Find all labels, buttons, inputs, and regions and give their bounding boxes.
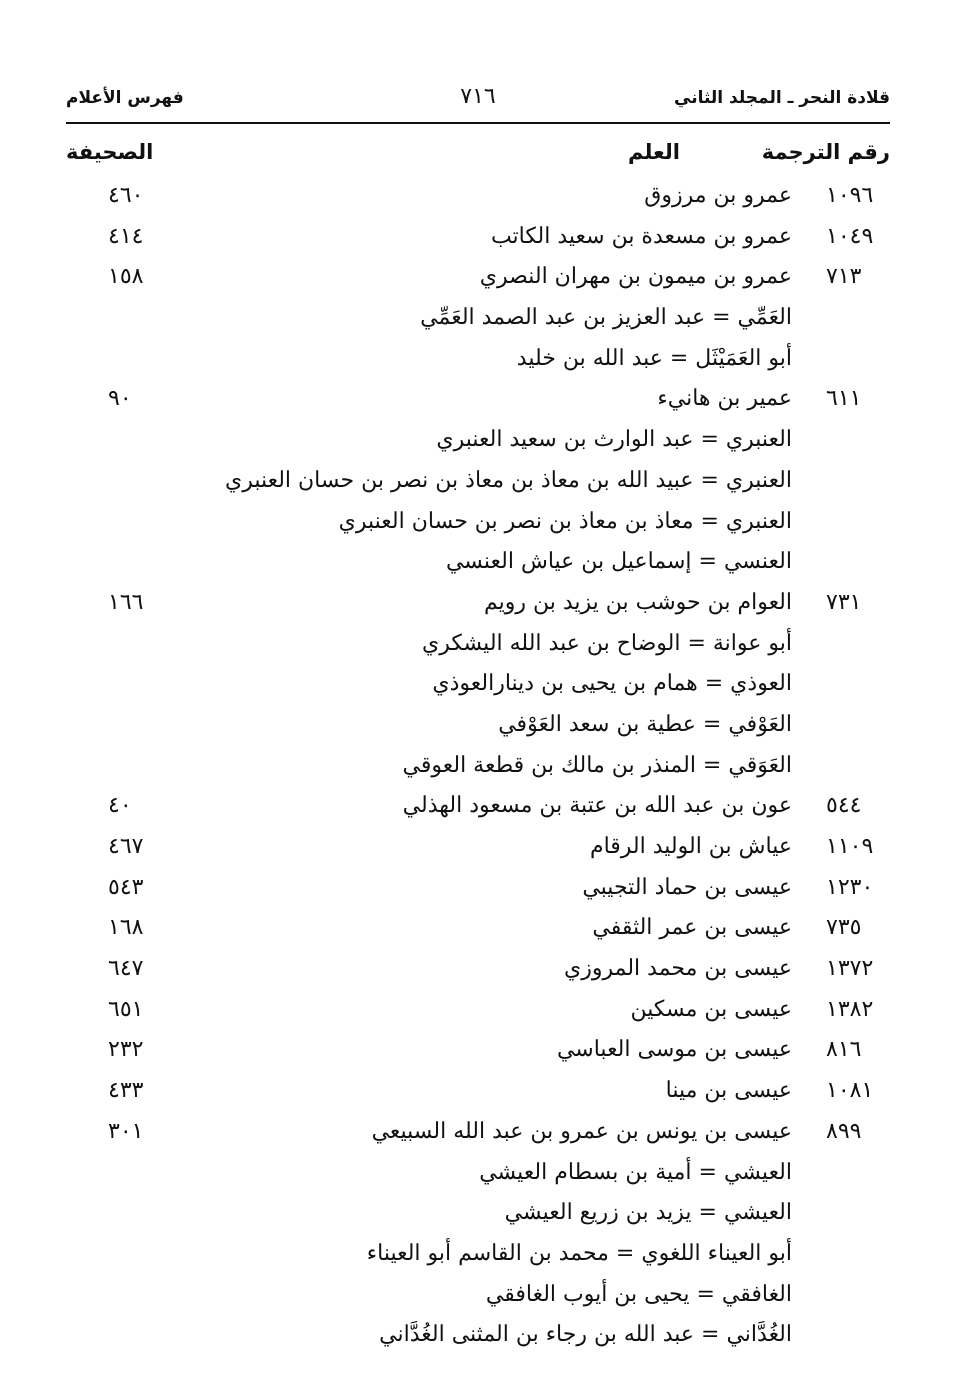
index-entry xyxy=(66,1193,890,1234)
index-entry xyxy=(66,1071,890,1112)
index-entry xyxy=(66,1112,890,1153)
index-entry xyxy=(66,827,890,868)
entry-name: عمرو بن ميمون بن مهران النصري xyxy=(479,264,792,290)
entry-name: أبو العَمَيْثَل = عبد الله بن خليد xyxy=(516,345,792,371)
entry-page: ٦٥١ xyxy=(108,996,144,1022)
entry-name: العَوْفي = عطية بن سعد العَوْفي xyxy=(498,711,792,737)
entry-name: العوذي = همام بن يحيى بن دينارالعوذي xyxy=(432,671,792,697)
entry-page: ٩٠ xyxy=(108,386,132,412)
index-entry xyxy=(66,1234,890,1275)
index-entry xyxy=(66,990,890,1031)
entry-page: ٥٤٣ xyxy=(108,874,144,900)
index-entry xyxy=(66,908,890,949)
entry-number: ٦١١ xyxy=(826,386,862,412)
index-entry xyxy=(66,217,890,258)
entry-page: ١٥٨ xyxy=(108,264,144,290)
entry-number: ٧٣١ xyxy=(826,589,862,615)
index-entry xyxy=(66,624,890,665)
index-entry xyxy=(66,868,890,909)
entry-name: الغافقي = يحيى بن أيوب الغافقي xyxy=(485,1281,792,1307)
index-entry xyxy=(66,339,890,380)
header-book-title: قلادة النحر ـ المجلد الثاني xyxy=(674,88,890,108)
index-entry xyxy=(66,746,890,787)
header-rule xyxy=(66,122,890,124)
index-entry xyxy=(66,420,890,461)
page-number: ٧١٦ xyxy=(460,84,496,109)
column-headers xyxy=(66,140,890,172)
index-entry xyxy=(66,257,890,298)
index-entry xyxy=(66,705,890,746)
index-entries xyxy=(66,176,890,1356)
index-entry xyxy=(66,1275,890,1316)
index-entry xyxy=(66,786,890,827)
entry-name: العنبري = عبيد الله بن معاذ بن معاذ بن نصر بن حسان العنبري xyxy=(224,467,792,493)
index-entry xyxy=(66,949,890,990)
entry-name: عون بن عبد الله بن عتبة بن مسعود الهذلي xyxy=(402,793,792,819)
header-section-title: فهرس الأعلام xyxy=(66,88,184,108)
entry-page: ٤٦٧ xyxy=(108,834,144,859)
entry-number: ١٣٨٢ xyxy=(826,996,874,1022)
index-entry xyxy=(66,664,890,705)
entry-number: ١٠٩٦ xyxy=(826,183,874,208)
entry-number: ١٠٨١ xyxy=(826,1078,874,1104)
index-entry xyxy=(66,542,890,583)
entry-name: عيسى بن حماد التجيبي xyxy=(582,874,792,900)
column-header-name: العلم xyxy=(628,140,680,164)
entry-name: عياش بن الوليد الرقام xyxy=(589,834,792,859)
index-entry xyxy=(66,1030,890,1071)
index-entry xyxy=(66,176,890,217)
entry-name: العَمِّي = عبد العزيز بن عبد الصمد العَمِّي xyxy=(420,305,792,331)
entry-page: ٤٣٣ xyxy=(108,1078,144,1104)
entry-name: عيسى بن محمد المروزي xyxy=(564,956,792,982)
entry-page: ٦٤٧ xyxy=(108,956,144,982)
entry-name: العنبري = عبد الوارث بن سعيد العنبري xyxy=(436,427,792,453)
index-entry xyxy=(66,583,890,624)
index-entry xyxy=(66,502,890,543)
entry-page: ٤١٤ xyxy=(108,223,144,249)
running-header xyxy=(66,82,890,116)
entry-name: عيسى بن يونس بن عمرو بن عبد الله السبيعي xyxy=(371,1118,792,1144)
entry-name: العنسي = إسماعيل بن عياش العنسي xyxy=(445,549,792,575)
entry-name: العيشي = أمية بن بسطام العيشي xyxy=(479,1159,792,1185)
entry-name: أبو عوانة = الوضاح بن عبد الله اليشكري xyxy=(422,630,792,656)
entry-number: ٧١٣ xyxy=(826,264,862,290)
entry-page: ٤٠ xyxy=(108,793,132,819)
index-entry xyxy=(66,1153,890,1194)
column-header-page: الصحيفة xyxy=(66,140,154,164)
entry-name: عيسى بن موسى العباسي xyxy=(556,1037,792,1063)
entry-number: ٧٣٥ xyxy=(826,915,862,941)
entry-number: ٨٩٩ xyxy=(826,1118,862,1144)
entry-name: العنبري = معاذ بن معاذ بن نصر بن حسان العنبري xyxy=(338,508,792,534)
entry-name: أبو العيناء اللغوي = محمد بن القاسم أبو العيناء xyxy=(366,1240,792,1266)
entry-number: ١٢٣٠ xyxy=(826,874,874,900)
entry-page: ١٦٨ xyxy=(108,915,144,941)
index-entry xyxy=(66,298,890,339)
entry-name: العيشي = يزيد بن زريع العيشي xyxy=(504,1200,792,1226)
entry-number: ١١٠٩ xyxy=(826,834,874,859)
entry-name: عيسى بن مينا xyxy=(665,1078,792,1104)
index-entry xyxy=(66,461,890,502)
entry-name: عيسى بن عمر الثقفي xyxy=(592,915,792,941)
entry-name: عمرو بن مرزوق xyxy=(644,183,792,208)
entry-name: الغُدَّاني = عبد الله بن رجاء بن المثنى الغُدَّاني xyxy=(379,1322,792,1348)
index-entry xyxy=(66,379,890,420)
entry-number: ٨١٦ xyxy=(826,1037,862,1063)
entry-name: العَوَقي = المنذر بن مالك بن قطعة العوقي xyxy=(402,752,792,778)
entry-name: عمرو بن مسعدة بن سعيد الكاتب xyxy=(490,223,792,249)
entry-name: عمير بن هانيء xyxy=(657,386,792,412)
entry-page: ٣٠١ xyxy=(108,1118,144,1144)
column-header-number: رقم الترجمة xyxy=(761,140,890,164)
entry-name: عيسى بن مسكين xyxy=(630,996,792,1022)
entry-page: ٤٦٠ xyxy=(108,183,144,208)
entry-page: ٢٣٢ xyxy=(108,1037,144,1063)
entry-page: ١٦٦ xyxy=(108,589,144,615)
entry-number: ١٣٧٢ xyxy=(826,956,874,982)
entry-number: ٥٤٤ xyxy=(826,793,862,819)
entry-number: ١٠٤٩ xyxy=(826,223,874,249)
entry-name: العوام بن حوشب بن يزيد بن رويم xyxy=(483,589,792,615)
index-entry xyxy=(66,1315,890,1356)
